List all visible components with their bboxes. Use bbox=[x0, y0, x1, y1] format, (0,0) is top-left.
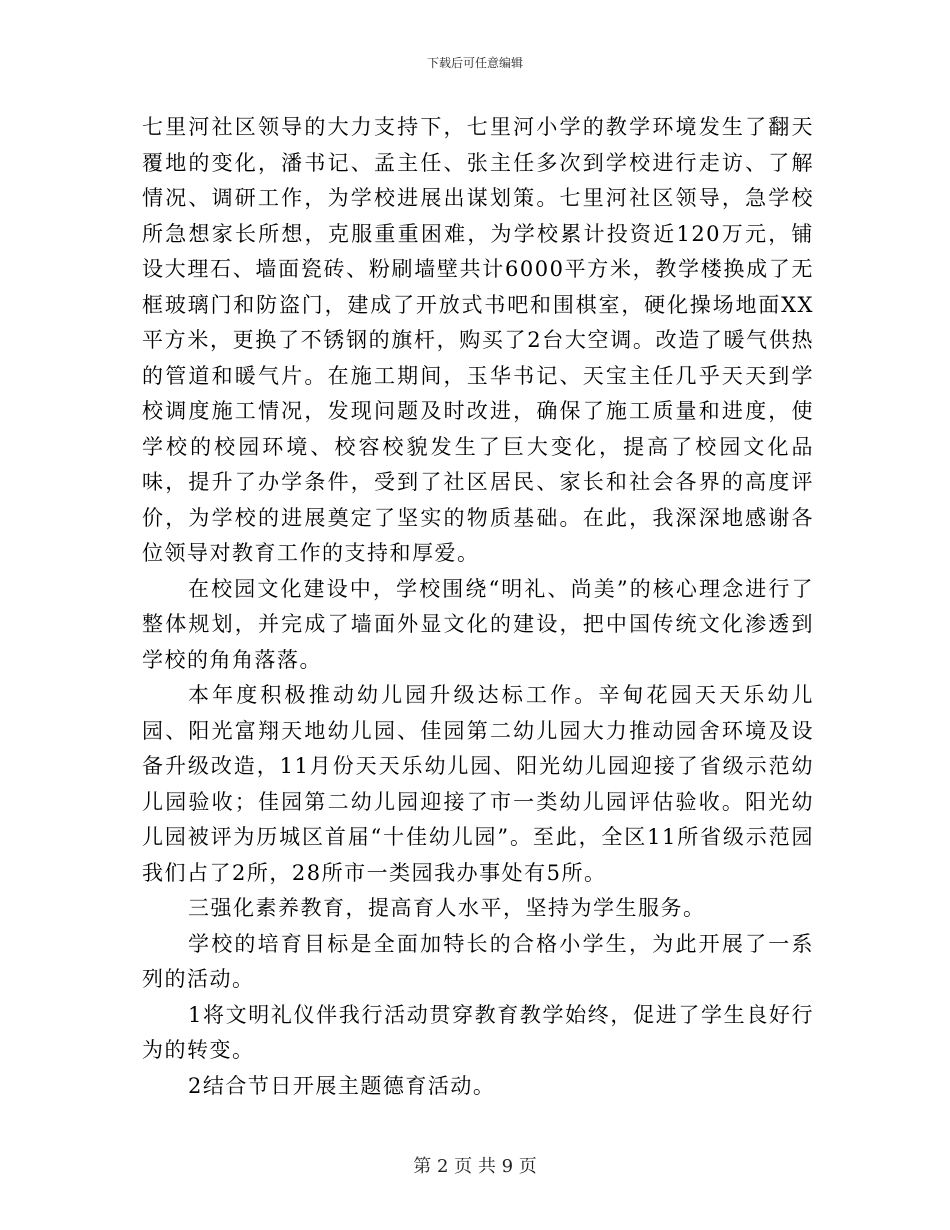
paragraph-training-goal: 学校的培育目标是全面加特长的合格小学生，为此开展了一系列的活动。 bbox=[142, 931, 814, 991]
page-header: 下载后可任意编辑 bbox=[426, 56, 523, 70]
paragraph-section-heading: 三强化素养教育，提高育人水平，坚持为学生服务。 bbox=[188, 896, 706, 920]
paragraph-kindergarten: 本年度积极推动幼儿园升级达标工作。辛甸花园天天乐幼儿园、阳光富翔天地幼儿园、佳园第二幼儿园大力推动园舍环境及设备升级改造，11月份天天乐幼儿园、阳光幼儿园迎接了省级示范幼儿园验收；佳园第二幼儿园迎接了市一类幼儿园评估验收。阳光幼儿园被评为历城区首届“十佳幼儿园”。至此，全区11所省级示范园我们占了2所，28所市一类园我办事处有5所。 bbox=[142, 683, 814, 885]
page-footer: 第 2 页 共 9 页 bbox=[413, 1156, 537, 1177]
paragraph-investment: 七里河社区领导的大力支持下，七里河小学的教学环境发生了翻天覆地的变化，潘书记、孟主任、张主任多次到学校进行走访、了解情况、调研工作，为学校进展出谋划策。七里河社区领导，急学校所急想家长所想，克服重重困难，为学校累计投资近120万元，铺设大理石、墙面瓷砖、粉刷墙壁共计6000平方米，教学楼换成了无框玻璃门和防盗门，建成了开放式书吧和围棋室，硬化操场地面XX平方米，更换了不锈钢的旗杆，购买了2台大空调。改造了暖气供热的管道和暖气片。在施工期间，玉华书记、天宝主任几乎天天到学校调度施工情况，发现问题及时改进，确保了施工质量和进度，使学校的校园环境、校容校貌发生了巨大变化，提高了校园文化品味，提升了办学条件，受到了社区居民、家长和社会各界的高度评价，为学校的进展奠定了坚实的物质基础。在此，我深深地感谢各位领导对教育工作的支持和厚爱。 bbox=[142, 115, 814, 565]
paragraph-item-2: 2结合节日开展主题德育活动。 bbox=[188, 1073, 496, 1098]
paragraph-item-1: 1将文明礼仪伴我行活动贯穿教育教学始终，促进了学生良好行为的转变。 bbox=[142, 1002, 814, 1062]
document-body bbox=[142, 110, 814, 1104]
paragraph-campus-culture: 在校园文化建设中，学校围绕“明礼、尚美”的核心理念进行了整体规划，并完成了墙面外显文化的建设，把中国传统文化渗透到学校的角角落落。 bbox=[142, 576, 814, 672]
